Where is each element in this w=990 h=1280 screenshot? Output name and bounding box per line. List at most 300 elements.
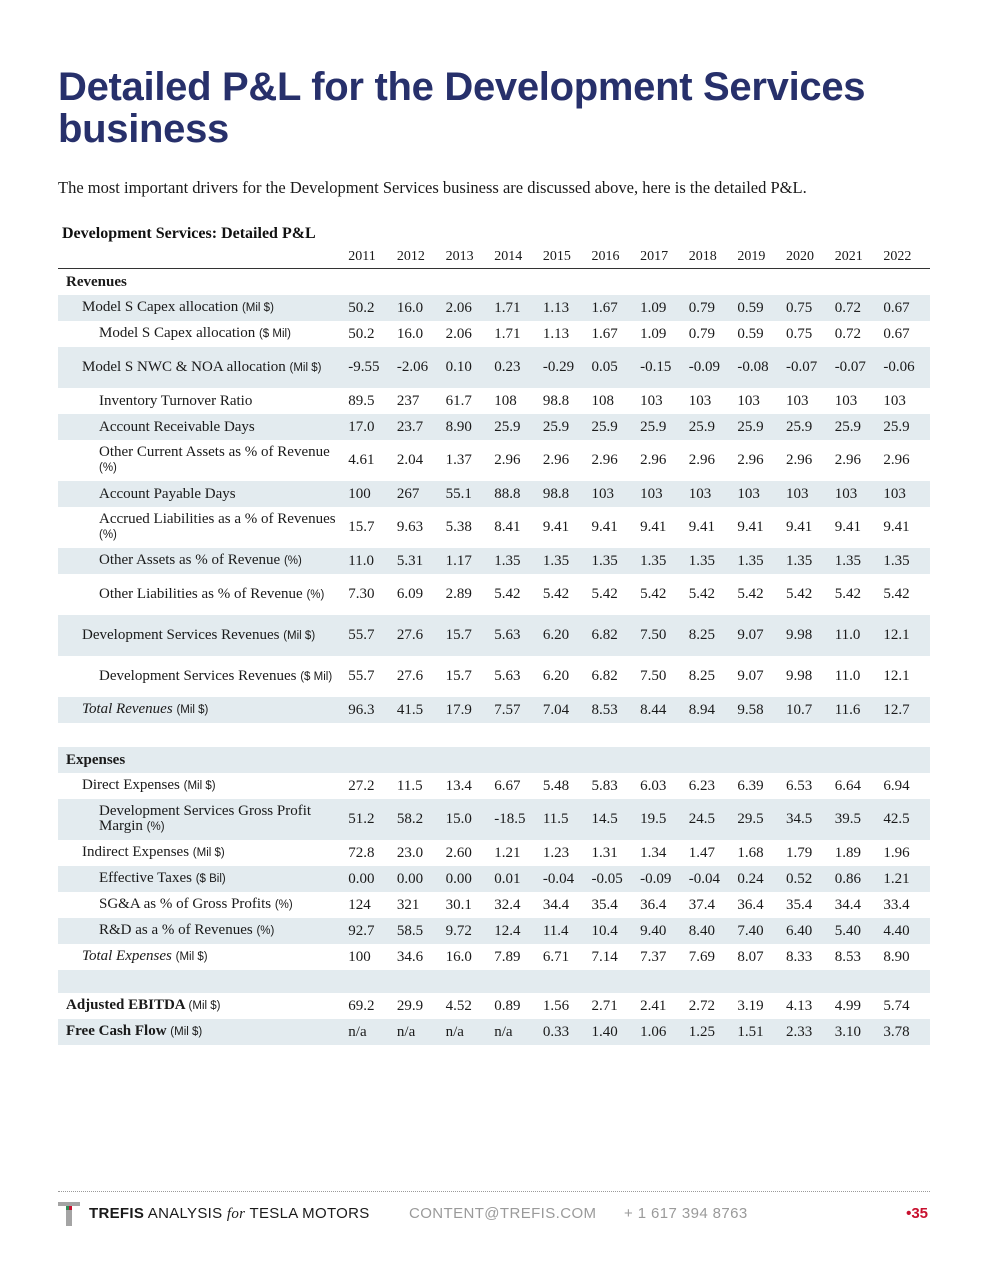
table-row <box>58 1019 930 1045</box>
value-cell: 5.42 <box>883 586 910 602</box>
value-cell: 4.99 <box>834 997 861 1014</box>
row-label-text: SG&A as % of Gross Profits <box>99 896 272 912</box>
value-cell: 8.44 <box>638 697 687 723</box>
value-cell: 2.96 <box>688 452 716 468</box>
value-cell: 42.5 <box>881 799 930 840</box>
row-label-text: Revenues <box>66 273 127 290</box>
value-cell: 9.58 <box>735 697 784 723</box>
value-cell: 25.9 <box>492 414 541 440</box>
value-cell: 0.23 <box>492 347 541 388</box>
row-label <box>58 993 346 1019</box>
value-cell <box>881 747 930 773</box>
row-unit: (%) <box>306 588 325 601</box>
value-cell: 9.72 <box>444 918 493 944</box>
row-unit: ($ Mil) <box>258 328 291 340</box>
value-cell: 37.4 <box>688 896 716 913</box>
value-cell <box>687 747 736 773</box>
row-label-text: Model S Capex allocation <box>99 325 256 341</box>
value-cell: 29.5 <box>735 799 784 840</box>
value-cell: 1.21 <box>494 844 521 861</box>
value-cell: 7.04 <box>541 697 590 723</box>
value-cell: 25.9 <box>881 414 930 440</box>
value-cell: 1.23 <box>542 844 570 861</box>
value-cell: 1.09 <box>638 295 687 321</box>
footer-email[interactable]: CONTENT@TREFIS.COM <box>409 1205 597 1222</box>
value-cell: 6.39 <box>737 777 764 794</box>
value-cell: 34.6 <box>396 948 424 965</box>
value-cell: 8.33 <box>786 948 813 965</box>
value-cell: 25.9 <box>784 414 833 440</box>
value-cell: 103 <box>786 392 809 409</box>
value-cell: 6.09 <box>396 586 424 602</box>
value-cell: 1.47 <box>688 844 716 861</box>
value-cell: 1.35 <box>881 548 930 574</box>
value-cell: 6.82 <box>589 615 638 656</box>
value-cell: 0.75 <box>786 325 813 342</box>
value-cell: 1.35 <box>589 548 638 574</box>
value-cell: 72.8 <box>348 844 375 861</box>
value-cell: 0.24 <box>735 866 784 892</box>
value-cell: 8.07 <box>737 948 764 965</box>
table-row <box>58 548 930 574</box>
year-header: 2022 <box>881 246 930 269</box>
value-cell: 10.4 <box>589 918 638 944</box>
table-row <box>58 697 930 723</box>
value-cell: 12.7 <box>881 697 930 723</box>
value-cell: -0.05 <box>589 866 638 892</box>
row-label <box>58 1019 346 1045</box>
row-unit: (Mil $) <box>192 847 225 859</box>
footer-brand <box>89 1200 370 1228</box>
value-cell: 5.38 <box>445 519 472 535</box>
row-label-text: Model S Capex allocation <box>82 299 239 315</box>
table-row <box>58 507 930 548</box>
value-cell: 27.6 <box>396 668 424 684</box>
row-label <box>58 440 346 481</box>
value-cell: 0.75 <box>784 295 833 321</box>
value-cell: 9.41 <box>542 519 570 535</box>
value-cell: 0.79 <box>688 325 716 342</box>
value-cell: 2.04 <box>396 452 424 468</box>
value-cell: 1.37 <box>445 452 472 468</box>
value-cell <box>784 747 833 773</box>
trefis-logo-icon <box>58 1202 80 1226</box>
value-cell: 36.4 <box>640 896 667 913</box>
value-cell: 4.52 <box>445 997 472 1014</box>
value-cell: 6.64 <box>834 777 861 794</box>
value-cell: 33.4 <box>883 896 910 913</box>
table-row <box>58 773 930 799</box>
value-cell: 2.96 <box>834 452 861 468</box>
value-cell: 25.9 <box>541 414 590 440</box>
value-cell: 0.05 <box>589 347 638 388</box>
value-cell: 103 <box>881 481 930 507</box>
row-label <box>58 799 346 840</box>
value-cell: 5.40 <box>833 918 882 944</box>
value-cell <box>638 747 687 773</box>
value-cell: 2.89 <box>445 586 472 602</box>
row-label-text: Account Payable Days <box>99 485 236 502</box>
value-cell: 6.03 <box>640 777 667 794</box>
table-row <box>58 866 930 892</box>
value-cell: 30.1 <box>445 896 472 913</box>
value-cell: 1.35 <box>638 548 687 574</box>
value-cell: -18.5 <box>492 799 541 840</box>
row-label-text: Accrued Liabilities as a % of Revenues <box>99 511 336 527</box>
value-cell: 3.19 <box>737 997 764 1014</box>
value-cell: 1.40 <box>589 1019 638 1045</box>
value-cell: 27.2 <box>348 777 375 794</box>
row-label <box>58 840 346 866</box>
table-row <box>58 892 930 918</box>
year-header: 2012 <box>395 246 444 269</box>
value-cell: 98.8 <box>541 481 590 507</box>
value-cell: 9.41 <box>737 519 764 535</box>
row-label-text: Inventory Turnover Ratio <box>99 392 253 409</box>
value-cell: 1.06 <box>638 1019 687 1045</box>
value-cell: 3.10 <box>833 1019 882 1045</box>
value-cell: 0.59 <box>737 325 764 342</box>
value-cell: 0.72 <box>833 295 882 321</box>
value-cell: 7.40 <box>735 918 784 944</box>
table-row <box>58 993 930 1019</box>
value-cell: 103 <box>735 481 784 507</box>
row-label-text: Indirect Expenses <box>82 844 190 860</box>
value-cell: 7.14 <box>591 948 618 965</box>
table-row <box>58 799 930 840</box>
value-cell: 6.40 <box>784 918 833 944</box>
row-label <box>58 269 346 296</box>
value-cell: 58.2 <box>395 799 444 840</box>
row-label <box>58 918 346 944</box>
value-cell: 1.96 <box>883 844 910 861</box>
value-cell: 89.5 <box>348 392 375 409</box>
row-label <box>58 944 346 970</box>
value-cell: 2.60 <box>445 844 472 861</box>
value-cell: 9.41 <box>786 519 813 535</box>
year-header-row <box>58 246 930 269</box>
row-unit: ($ Mil) <box>300 670 333 683</box>
table-row <box>58 918 930 944</box>
value-cell: 2.72 <box>688 997 716 1014</box>
value-cell: 36.4 <box>737 896 764 913</box>
row-unit: (%) <box>274 899 293 911</box>
year-header: 2021 <box>833 246 882 269</box>
value-cell: 34.5 <box>784 799 833 840</box>
value-cell: 11.6 <box>833 697 882 723</box>
value-cell: 0.72 <box>834 325 861 342</box>
row-label <box>58 866 346 892</box>
value-cell: 15.7 <box>445 668 472 684</box>
value-cell: 1.71 <box>494 325 521 342</box>
value-cell <box>492 269 541 296</box>
footer-brand-name: TREFIS <box>89 1205 145 1222</box>
row-unit: (Mil $) <box>170 1026 203 1038</box>
value-cell: 100 <box>346 481 395 507</box>
value-cell: 5.42 <box>640 586 667 602</box>
value-cell: 11.0 <box>346 548 395 574</box>
value-cell: 2.96 <box>786 452 813 468</box>
value-cell: 5.42 <box>688 586 716 602</box>
value-cell: 4.13 <box>786 997 813 1014</box>
value-cell: 1.35 <box>735 548 784 574</box>
value-cell: 25.9 <box>833 414 882 440</box>
year-header: 2011 <box>346 246 395 269</box>
value-cell: 5.48 <box>542 777 570 794</box>
footer-brand-for: for <box>226 1206 246 1222</box>
value-cell: 50.2 <box>348 325 375 342</box>
value-cell: 5.42 <box>591 586 618 602</box>
value-cell: 7.57 <box>492 697 541 723</box>
row-label <box>58 295 346 321</box>
value-cell: 14.5 <box>589 799 638 840</box>
value-cell <box>638 269 687 296</box>
value-cell: 0.01 <box>492 866 541 892</box>
row-unit: (%) <box>283 555 302 567</box>
value-cell: 1.35 <box>541 548 590 574</box>
value-cell <box>541 747 590 773</box>
value-cell: 2.06 <box>445 325 472 342</box>
value-cell: 5.63 <box>492 615 541 656</box>
row-unit: (Mil $) <box>241 302 274 314</box>
value-cell <box>541 269 590 296</box>
year-header-blank <box>58 246 346 269</box>
value-cell: 6.67 <box>494 777 521 794</box>
value-cell: 25.9 <box>589 414 638 440</box>
pl-table-body <box>58 269 930 1046</box>
value-cell: -0.06 <box>881 347 930 388</box>
value-cell: 1.13 <box>542 325 570 342</box>
value-cell: 11.4 <box>541 918 590 944</box>
value-cell: 124 <box>348 896 371 913</box>
value-cell: 9.98 <box>784 615 833 656</box>
footer-divider <box>58 1191 930 1192</box>
value-cell: 9.41 <box>640 519 667 535</box>
row-unit: (%) <box>256 925 275 937</box>
value-cell: 32.4 <box>494 896 521 913</box>
value-cell <box>589 269 638 296</box>
value-cell: 8.53 <box>834 948 861 965</box>
table-row <box>58 388 930 414</box>
value-cell: 25.9 <box>687 414 736 440</box>
row-label-text: Development Services Revenues <box>82 626 280 643</box>
value-cell: 5.42 <box>494 586 521 602</box>
row-unit: (Mil $) <box>283 629 316 642</box>
value-cell: 0.52 <box>784 866 833 892</box>
value-cell: 6.20 <box>541 615 590 656</box>
table-row <box>58 944 930 970</box>
value-cell: 1.56 <box>542 997 570 1014</box>
year-header: 2018 <box>687 246 736 269</box>
footer-phone: + 1 617 394 8763 <box>624 1205 748 1222</box>
value-cell <box>492 747 541 773</box>
value-cell <box>833 269 882 296</box>
value-cell: n/a <box>346 1019 395 1045</box>
value-cell: 9.41 <box>591 519 618 535</box>
value-cell: 8.40 <box>687 918 736 944</box>
value-cell <box>687 269 736 296</box>
value-cell: 11.5 <box>541 799 590 840</box>
spacer-cell <box>58 723 930 747</box>
row-label-text: Other Assets as % of Revenue <box>99 552 281 568</box>
value-cell: -0.08 <box>735 347 784 388</box>
value-cell: 5.42 <box>542 586 570 602</box>
value-cell: 0.00 <box>395 866 444 892</box>
row-label <box>58 481 346 507</box>
value-cell: 9.07 <box>737 668 764 684</box>
row-label <box>58 892 346 918</box>
value-cell: 9.41 <box>883 519 910 535</box>
value-cell <box>444 269 493 296</box>
value-cell: 0.00 <box>444 866 493 892</box>
table-row <box>58 414 930 440</box>
value-cell: 12.1 <box>881 615 930 656</box>
value-cell: 12.1 <box>883 668 910 684</box>
value-cell: -0.09 <box>687 347 736 388</box>
value-cell: 23.0 <box>396 844 424 861</box>
value-cell: 1.67 <box>591 325 618 342</box>
value-cell: 39.5 <box>833 799 882 840</box>
value-cell <box>833 747 882 773</box>
value-cell: 1.21 <box>881 866 930 892</box>
value-cell: 103 <box>784 481 833 507</box>
value-cell: 1.51 <box>735 1019 784 1045</box>
value-cell <box>395 269 444 296</box>
row-label <box>58 388 346 414</box>
row-unit: (%) <box>99 462 117 474</box>
value-cell: 103 <box>834 392 858 409</box>
value-cell: 23.7 <box>395 414 444 440</box>
row-label <box>58 548 346 574</box>
value-cell: -0.04 <box>687 866 736 892</box>
value-cell: 5.42 <box>786 586 813 602</box>
value-cell: 58.5 <box>395 918 444 944</box>
value-cell: 6.71 <box>542 948 570 965</box>
value-cell: 25.9 <box>735 414 784 440</box>
row-label-text: Total Expenses <box>82 948 172 964</box>
value-cell: 15.7 <box>348 519 375 535</box>
value-cell: 29.9 <box>396 997 424 1014</box>
value-cell: 0.79 <box>687 295 736 321</box>
value-cell: 1.17 <box>444 548 493 574</box>
row-label-text: Account Receivable Days <box>99 418 255 435</box>
value-cell: 1.35 <box>833 548 882 574</box>
value-cell: 9.41 <box>688 519 716 535</box>
value-cell: n/a <box>444 1019 493 1045</box>
value-cell: 25.9 <box>638 414 687 440</box>
row-label-text: Free Cash Flow <box>66 1023 167 1039</box>
year-header: 2014 <box>492 246 541 269</box>
value-cell <box>881 269 930 296</box>
value-cell: 34.4 <box>834 896 861 913</box>
value-cell: 8.90 <box>444 414 493 440</box>
value-cell: n/a <box>492 1019 541 1045</box>
value-cell: 55.7 <box>346 615 395 656</box>
value-cell: 7.89 <box>494 948 521 965</box>
footer-brand-company: TESLA MOTORS <box>249 1205 370 1222</box>
value-cell: 9.07 <box>735 615 784 656</box>
value-cell: 16.0 <box>395 295 444 321</box>
value-cell: 0.67 <box>881 295 930 321</box>
table-row <box>58 615 930 656</box>
value-cell: 2.96 <box>591 452 618 468</box>
value-cell: 7.30 <box>348 586 375 602</box>
table-row <box>58 481 930 507</box>
value-cell: 8.25 <box>687 615 736 656</box>
row-label-text: Adjusted EBITDA <box>66 997 185 1013</box>
value-cell: 103 <box>638 481 687 507</box>
value-cell: 0.10 <box>444 347 493 388</box>
value-cell: 103 <box>688 392 712 409</box>
value-cell: 35.4 <box>591 896 618 913</box>
value-cell: 2.06 <box>444 295 493 321</box>
value-cell: 55.7 <box>348 668 375 684</box>
row-unit: ($ Bil) <box>195 873 226 885</box>
value-cell: 103 <box>883 392 906 409</box>
value-cell: -0.29 <box>541 347 590 388</box>
value-cell <box>395 747 444 773</box>
value-cell: 2.96 <box>494 452 521 468</box>
year-header: 2019 <box>735 246 784 269</box>
value-cell: 8.53 <box>589 697 638 723</box>
value-cell: 50.2 <box>346 295 395 321</box>
spacer-row <box>58 970 930 993</box>
value-cell: 1.67 <box>589 295 638 321</box>
year-header: 2013 <box>444 246 493 269</box>
value-cell: 35.4 <box>786 896 813 913</box>
footer-brand-analysis: ANALYSIS <box>147 1205 223 1222</box>
value-cell: 1.71 <box>492 295 541 321</box>
value-cell: 19.5 <box>638 799 687 840</box>
value-cell: 2.96 <box>640 452 667 468</box>
section-header-row <box>58 269 930 296</box>
value-cell: 12.4 <box>492 918 541 944</box>
value-cell: 1.13 <box>541 295 590 321</box>
row-label-text: Expenses <box>66 751 126 768</box>
value-cell: 5.42 <box>834 586 861 602</box>
page-title: Detailed P&L for the Development Services business <box>58 65 866 151</box>
row-label-text: Direct Expenses <box>82 777 180 793</box>
value-cell: 9.41 <box>834 519 861 535</box>
value-cell: 17.0 <box>346 414 395 440</box>
value-cell: 6.20 <box>542 668 570 684</box>
value-cell: 2.96 <box>883 452 910 468</box>
value-cell: 5.63 <box>494 668 521 684</box>
value-cell: 108 <box>494 392 517 409</box>
value-cell: 6.94 <box>883 777 910 794</box>
value-cell: 27.6 <box>395 615 444 656</box>
value-cell: 8.90 <box>883 948 910 965</box>
row-label <box>58 615 346 656</box>
value-cell: 9.98 <box>786 668 813 684</box>
intro-paragraph: The most important drivers for the Development Services business are discussed above, here is the detailed P&L. <box>58 178 807 197</box>
value-cell <box>346 747 395 773</box>
row-label-text: Total Revenues <box>82 701 173 717</box>
row-label-text: Model S NWC & NOA allocation <box>82 358 286 375</box>
value-cell: 3.78 <box>881 1019 930 1045</box>
value-cell: 16.0 <box>396 325 424 342</box>
row-unit: (Mil $) <box>188 1000 221 1012</box>
row-label <box>58 747 346 773</box>
value-cell: 7.69 <box>688 948 716 965</box>
row-label <box>58 414 346 440</box>
value-cell: 2.33 <box>784 1019 833 1045</box>
value-cell: 5.74 <box>883 997 910 1014</box>
spacer-row <box>58 723 930 747</box>
row-label-text: R&D as a % of Revenues <box>99 922 253 938</box>
value-cell: 6.53 <box>786 777 813 794</box>
value-cell: 92.7 <box>346 918 395 944</box>
